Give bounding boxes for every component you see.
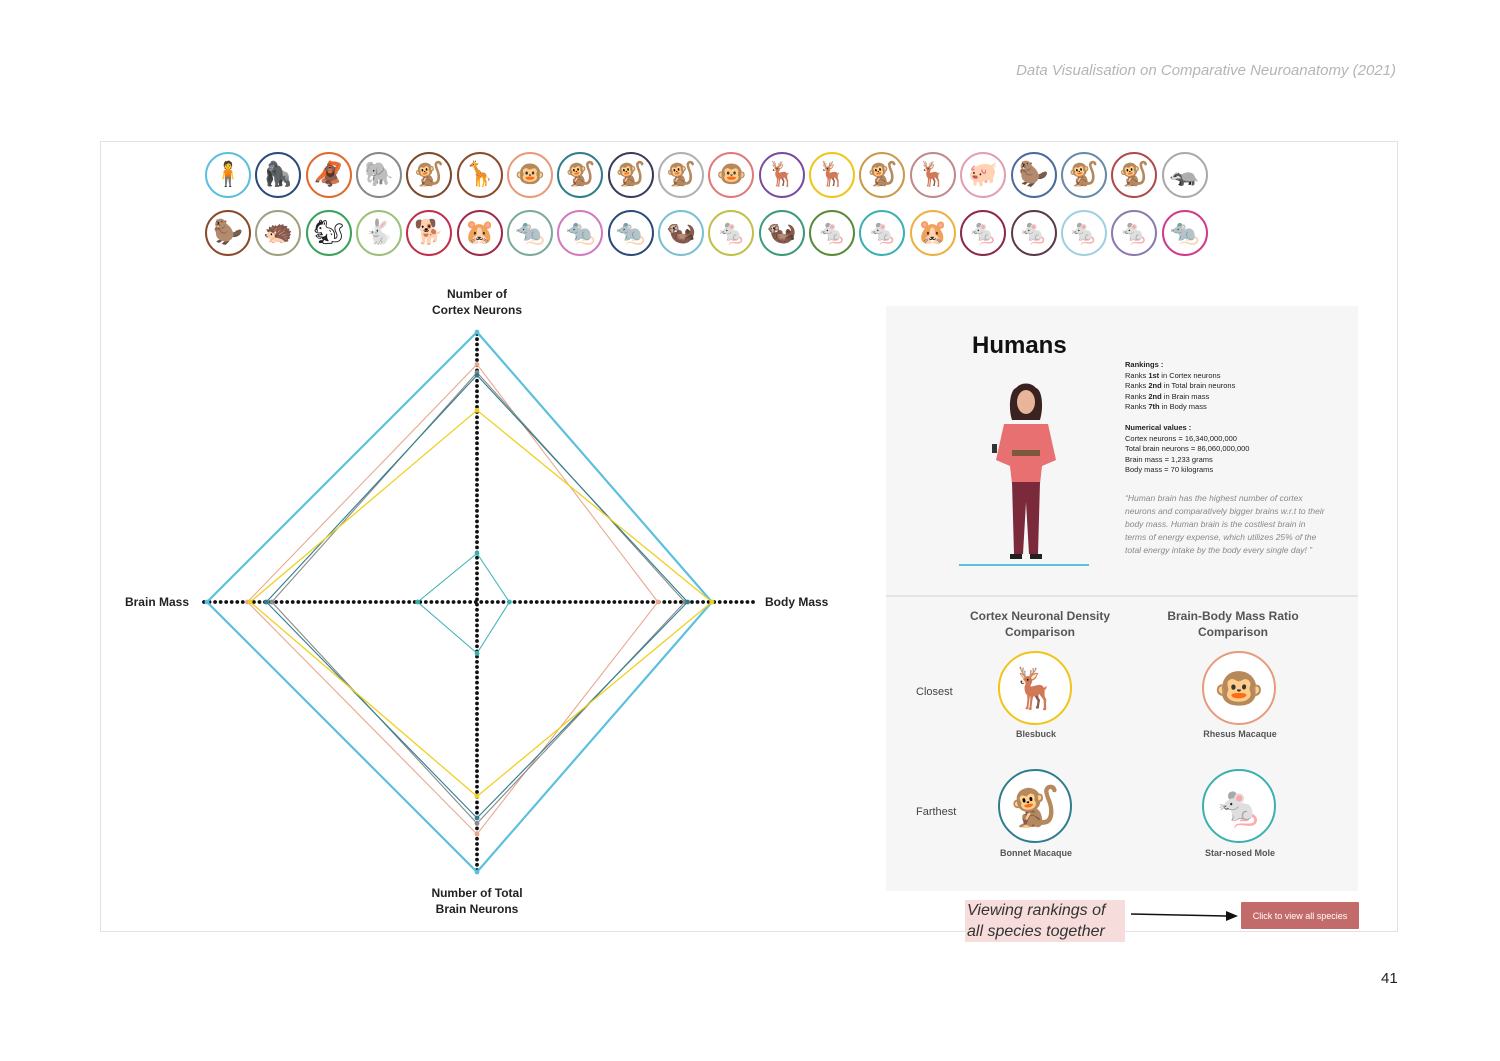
horizontal-axis-dot [219, 600, 223, 604]
horizontal-axis-dot [734, 600, 738, 604]
page-number: 41 [1381, 970, 1398, 987]
horizontal-axis-dot [563, 600, 567, 604]
vertical-axis-dot [475, 759, 479, 763]
hamster-icon[interactable]: 🐹 [910, 210, 956, 256]
horizontal-axis-dot [285, 600, 289, 604]
vertical-axis-dot [475, 629, 479, 633]
vertical-axis-dot [475, 613, 479, 617]
figure-baseline [959, 564, 1089, 566]
horizontal-axis-dot [574, 600, 578, 604]
horizontal-axis-dot [352, 600, 356, 604]
mass-ratio-comparison-title: Brain-Body Mass Ratio Comparison [1167, 609, 1299, 639]
horizontal-axis-dot [435, 600, 439, 604]
horizontal-axis-dot [723, 600, 727, 604]
vertical-axis-dot [475, 400, 479, 404]
vertical-axis-dot [475, 665, 479, 669]
horizontal-axis-dot [529, 600, 533, 604]
vertical-axis-dot [475, 478, 479, 482]
horizontal-axis-dot [646, 600, 650, 604]
vertical-axis-dot [475, 811, 479, 815]
capuchin-icon[interactable]: 🐒 [658, 152, 704, 198]
horizontal-axis-dot [635, 600, 639, 604]
vertical-axis-dot [475, 519, 479, 523]
horizontal-axis-dot [319, 600, 323, 604]
vertical-axis-dot [475, 483, 479, 487]
vertical-axis-dot [475, 733, 479, 737]
horizontal-axis-dot [618, 600, 622, 604]
horizontal-axis-dot [274, 600, 278, 604]
shrew-icon[interactable]: 🐁 [1061, 210, 1107, 256]
radar-point [507, 600, 512, 605]
axis-label-bottom-2: Brain Neurons [435, 902, 519, 916]
horizontal-axis-dot [751, 600, 755, 604]
horizontal-axis-dot [346, 600, 350, 604]
badger-icon[interactable]: 🦡 [1162, 152, 1208, 198]
horizontal-axis-dot [607, 600, 611, 604]
horizontal-axis-dot [490, 600, 494, 604]
horizontal-axis-dot [441, 600, 445, 604]
vertical-axis-dot [475, 358, 479, 362]
weasel-icon[interactable]: 🦦 [658, 210, 704, 256]
radar-point [475, 373, 480, 378]
vertical-axis-dot [475, 774, 479, 778]
vertical-axis-dot [475, 379, 479, 383]
rat-icon[interactable]: 🐀 [507, 210, 553, 256]
vertical-axis-dot [475, 389, 479, 393]
document-title: Data Visualisation on Comparative Neuroanatomy (2021) [1016, 62, 1396, 79]
vertical-axis-dot [475, 577, 479, 581]
star-nosed-mole-icon[interactable]: 🐁 [1202, 769, 1276, 843]
value-line: Brain mass = 1,233 grams [1125, 454, 1213, 464]
vertical-axis-dot [475, 473, 479, 477]
horizontal-axis-dot [535, 600, 539, 604]
vertical-axis-dot [475, 624, 479, 628]
squirrel-icon[interactable]: 🐿 [306, 210, 352, 256]
hedgehog-icon[interactable]: 🦔 [255, 210, 301, 256]
vertical-axis-dot [475, 426, 479, 430]
vertical-axis-dot [475, 790, 479, 794]
farthest-ratio-name: Star-nosed Mole [1204, 848, 1275, 858]
vertical-axis-dot [475, 842, 479, 846]
horizontal-axis-dot [446, 600, 450, 604]
horizontal-axis-dot [640, 600, 644, 604]
vertical-axis-dot [475, 556, 479, 560]
vertical-axis-dot [475, 509, 479, 513]
species-icon-row-1 [205, 152, 1208, 198]
horizontal-axis-dot [696, 600, 700, 604]
horizontal-axis-dot [546, 600, 550, 604]
closest-label: Closest [916, 686, 953, 698]
annotation-note: Viewing rankings of all species together [965, 900, 1125, 942]
monkey-icon[interactable]: 🐒 [557, 152, 603, 198]
vertical-axis-dot [475, 415, 479, 419]
horizontal-axis-dot [679, 600, 683, 604]
ranking-line: Ranks 7th in Body mass [1125, 402, 1207, 412]
farthest-label: Farthest [916, 806, 957, 818]
vertical-axis-dot [475, 676, 479, 680]
horizontal-axis-dot [385, 600, 389, 604]
vertical-axis-dot [475, 384, 479, 388]
marmoset-icon[interactable]: 🐒 [1061, 152, 1107, 198]
elephant-icon[interactable]: 🐘 [356, 152, 402, 198]
values-title: Numerical values : [1125, 422, 1192, 432]
vertical-axis-dot [475, 863, 479, 867]
vertical-axis-dot [475, 452, 479, 456]
horizontal-axis-dot [407, 600, 411, 604]
vertical-axis-dot [475, 728, 479, 732]
shrew-icon[interactable]: 🐁 [960, 210, 1006, 256]
vertical-axis-dot [475, 348, 479, 352]
vertical-axis-dot [475, 566, 479, 570]
horizontal-axis-dot [402, 600, 406, 604]
vertical-axis-dot [475, 780, 479, 784]
ranking-line: Ranks 2nd in Total brain neurons [1125, 381, 1236, 391]
horizontal-axis-dot [690, 600, 694, 604]
vertical-axis-dot [475, 571, 479, 575]
horizontal-axis-dot [457, 600, 461, 604]
rabbit-icon[interactable]: 🐇 [356, 210, 402, 256]
horizontal-axis-dot [291, 600, 295, 604]
horizontal-axis-dot [590, 600, 594, 604]
vertical-axis-dot [475, 634, 479, 638]
horizontal-axis-dot [335, 600, 339, 604]
horizontal-axis-dot [280, 600, 284, 604]
vertical-axis-dot [475, 712, 479, 716]
horizontal-axis-dot [701, 600, 705, 604]
vertical-axis-dot [475, 702, 479, 706]
springbok-icon[interactable]: 🦌 [910, 152, 956, 198]
horizontal-axis-dot [313, 600, 317, 604]
horizontal-axis-dot [235, 600, 239, 604]
vertical-axis-dot [475, 769, 479, 773]
radar-point [710, 600, 715, 605]
vertical-axis-dot [475, 353, 479, 357]
species-icon-row-2 [205, 210, 1208, 256]
macaque-icon[interactable]: 🐵 [507, 152, 553, 198]
vertical-axis-dot [475, 462, 479, 466]
vertical-axis-dot [475, 717, 479, 721]
vertical-axis-dot [475, 858, 479, 862]
lemur-icon[interactable]: 🐒 [859, 152, 905, 198]
horizontal-axis-dot [374, 600, 378, 604]
radar-point [475, 362, 480, 367]
horizontal-axis-dot [540, 600, 544, 604]
human-figure-icon [976, 376, 1076, 566]
horizontal-axis-dot [585, 600, 589, 604]
value-line: Body mass = 70 kilograms [1125, 465, 1214, 475]
horizontal-axis-dot [729, 600, 733, 604]
horizontal-axis-dot [307, 600, 311, 604]
vertical-axis-dot [475, 395, 479, 399]
galago-icon[interactable]: 🐒 [1111, 152, 1157, 198]
radar-point [685, 600, 690, 605]
capybara-icon[interactable]: 🦫 [1011, 152, 1057, 198]
horizontal-axis-dot [718, 600, 722, 604]
horizontal-axis-dot [596, 600, 600, 604]
radar-point [248, 600, 253, 605]
orangutan-icon[interactable]: 🦧 [306, 152, 352, 198]
radar-point [269, 600, 274, 605]
horizontal-axis-dot [296, 600, 300, 604]
arrow-icon [1130, 908, 1240, 922]
species-name: Humans [972, 332, 1067, 359]
agouti-icon[interactable]: 🦫 [205, 210, 251, 256]
horizontal-axis-dot [324, 600, 328, 604]
vertical-axis-dot [475, 618, 479, 622]
horizontal-axis-dot [513, 600, 517, 604]
horizontal-axis-dot [496, 600, 500, 604]
axis-label-bottom-1: Number of Total [431, 886, 523, 900]
mole-rat-icon[interactable]: 🐀 [608, 210, 654, 256]
vertical-axis-dot [475, 639, 479, 643]
horizontal-axis-dot [612, 600, 616, 604]
rhesus-macaque-icon[interactable]: 🐵 [1202, 651, 1276, 725]
vertical-axis-dot [475, 826, 479, 830]
view-all-species-button[interactable]: Click to view all species [1241, 902, 1359, 929]
vertical-axis-dot [475, 837, 479, 841]
radar-point [475, 651, 480, 656]
closest-ratio-name: Rhesus Macaque [1203, 729, 1277, 739]
horizontal-axis-dot [673, 600, 677, 604]
ranking-line: Ranks 1st in Cortex neurons [1125, 370, 1221, 380]
vertical-axis-dot [475, 847, 479, 851]
horizontal-axis-dot [463, 600, 467, 604]
species-quote: “Human brain has the highest number of cortex neurons and comparatively bigger brains w.r.t to their body mass. Human brain is the costliest brain in terms of energy expense, which utilizes 25% of the total energy intake by the body every single day! ” [1125, 493, 1325, 555]
radar-point [656, 600, 661, 605]
horizontal-axis-dot [662, 600, 666, 604]
vertical-axis-dot [475, 447, 479, 451]
horizontal-axis-dot [452, 600, 456, 604]
radar-point [205, 600, 210, 605]
shrew-icon[interactable]: 🐁 [1111, 210, 1157, 256]
horizontal-axis-dot [429, 600, 433, 604]
guinea-pig-icon[interactable]: 🐹 [457, 210, 503, 256]
mouse-icon[interactable]: 🐁 [1011, 210, 1057, 256]
horizontal-axis-dot [380, 600, 384, 604]
horizontal-axis-dot [624, 600, 628, 604]
mole-icon[interactable]: 🐁 [809, 210, 855, 256]
vertical-axis-dot [475, 691, 479, 695]
naked-mole-rat-icon[interactable]: 🐀 [1162, 210, 1208, 256]
vertical-axis-dot [475, 587, 479, 591]
radar-point [475, 870, 480, 875]
gerbil-icon[interactable]: 🐁 [708, 210, 754, 256]
species-detail-panel [886, 306, 1358, 891]
horizontal-axis-dot [568, 600, 572, 604]
horizontal-axis-dot [241, 600, 245, 604]
radar-series-1[interactable] [248, 364, 658, 834]
radar-point [475, 794, 480, 799]
horizontal-axis-dot [557, 600, 561, 604]
vertical-axis-dot [475, 670, 479, 674]
axis-label-top-2: Cortex Neurons [431, 303, 523, 317]
radar-point [475, 832, 480, 837]
horizontal-axis-dot [518, 600, 522, 604]
horizontal-axis-dot [213, 600, 217, 604]
horizontal-axis-dot [668, 600, 672, 604]
panel-divider [886, 595, 1358, 597]
vertical-axis-dot [475, 540, 479, 544]
rat-icon[interactable]: 🐀 [557, 210, 603, 256]
vertical-axis-dot [475, 681, 479, 685]
horizontal-axis-dot [302, 600, 306, 604]
farthest-density-name: Bonnet Macaque [999, 848, 1072, 858]
human-icon[interactable]: 🧍 [205, 152, 251, 198]
axis-label-right: Body Mass [765, 595, 829, 609]
horizontal-axis-dot [396, 600, 400, 604]
horizontal-axis-dot [629, 600, 633, 604]
vertical-axis-dot [475, 431, 479, 435]
vertical-axis-dot [475, 722, 479, 726]
vertical-axis-dot [475, 561, 479, 565]
monkey-icon[interactable]: 🐵 [708, 152, 754, 198]
pig-icon[interactable]: 🐖 [960, 152, 1006, 198]
star-nosed-mole-icon[interactable]: 🐁 [859, 210, 905, 256]
rankings-title: Rankings : [1125, 360, 1164, 369]
horizontal-axis-dot [330, 600, 334, 604]
vertical-axis-dot [475, 592, 479, 596]
horizontal-axis-dot [746, 600, 750, 604]
blesbuck-icon[interactable]: 🦌 [998, 651, 1072, 725]
vertical-axis-dot [475, 582, 479, 586]
vertical-axis-dot [475, 806, 479, 810]
vertical-axis-dot [475, 754, 479, 758]
vertical-axis-dot [475, 800, 479, 804]
closest-density-name: Blesbuck [1015, 729, 1057, 739]
horizontal-axis-dot [368, 600, 372, 604]
vertical-axis-dot [475, 467, 479, 471]
vertical-axis-dot [475, 535, 479, 539]
dog-icon[interactable]: 🐕 [406, 210, 452, 256]
radar-point [475, 330, 480, 335]
vertical-axis-dot [475, 525, 479, 529]
ferret-icon[interactable]: 🦦 [759, 210, 805, 256]
vertical-axis-dot [475, 686, 479, 690]
horizontal-axis-dot [551, 600, 555, 604]
horizontal-axis-dot [224, 600, 228, 604]
vertical-axis-dot [475, 457, 479, 461]
bonnet-macaque-icon[interactable]: 🐒 [998, 769, 1072, 843]
value-line: Total brain neurons = 86,060,000,000 [1125, 444, 1250, 454]
vertical-axis-dot [475, 436, 479, 440]
radar-point [264, 600, 269, 605]
vertical-axis-dot [475, 504, 479, 508]
vertical-axis-dot [475, 696, 479, 700]
vertical-axis-dot [475, 660, 479, 664]
horizontal-axis-dot [258, 600, 262, 604]
monkey-icon[interactable]: 🐒 [406, 152, 452, 198]
horizontal-axis-dot [579, 600, 583, 604]
radar-point [475, 816, 480, 821]
vertical-axis-dot [475, 545, 479, 549]
monkey-icon[interactable]: 🐒 [608, 152, 654, 198]
horizontal-axis-dot [479, 600, 483, 604]
horizontal-axis-dot [601, 600, 605, 604]
blesbuck-icon[interactable]: 🦌 [809, 152, 855, 198]
horizontal-axis-dot [424, 600, 428, 604]
vertical-axis-dot [475, 514, 479, 518]
horizontal-axis-dot [468, 600, 472, 604]
giraffe-icon[interactable]: 🦒 [457, 152, 503, 198]
axis-label-left: Brain Mass [124, 595, 189, 609]
axis-label-top-1: Number of [447, 287, 507, 301]
density-comparison-title: Cortex Neuronal Density Comparison [969, 609, 1111, 639]
radar-point [475, 551, 480, 556]
vertical-axis-dot [475, 785, 479, 789]
vertical-axis-dot [475, 488, 479, 492]
vertical-axis-dot [475, 421, 479, 425]
radar-point [475, 821, 480, 826]
radar-chart [100, 280, 860, 930]
vertical-axis-dot [475, 738, 479, 742]
vertical-axis-dot [475, 608, 479, 612]
vertical-axis-dot [475, 644, 479, 648]
vertical-axis-dot [475, 337, 479, 341]
vertical-axis-dot [475, 852, 479, 856]
vertical-axis-dot [475, 441, 479, 445]
horizontal-axis-dot [474, 600, 478, 604]
vertical-axis-dot [475, 748, 479, 752]
radar-point [475, 408, 480, 413]
antelope-icon[interactable]: 🦌 [759, 152, 805, 198]
vertical-axis-dot [475, 707, 479, 711]
vertical-axis-dot [475, 499, 479, 503]
radar-point [415, 600, 420, 605]
horizontal-axis-dot [341, 600, 345, 604]
ranking-line: Ranks 2nd in Brain mass [1125, 391, 1210, 401]
vertical-axis-dot [475, 493, 479, 497]
horizontal-axis-dot [524, 600, 528, 604]
horizontal-axis-dot [485, 600, 489, 604]
vertical-axis-dot [475, 530, 479, 534]
horizontal-axis-dot [740, 600, 744, 604]
vertical-axis-dot [475, 343, 479, 347]
vertical-axis-dot [475, 743, 479, 747]
horizontal-axis-dot [391, 600, 395, 604]
horizontal-axis-dot [651, 600, 655, 604]
horizontal-axis-dot [502, 600, 506, 604]
value-line: Cortex neurons = 16,340,000,000 [1125, 433, 1237, 443]
vertical-axis-dot [475, 764, 479, 768]
horizontal-axis-dot [363, 600, 367, 604]
horizontal-axis-dot [230, 600, 234, 604]
gorilla-icon[interactable]: 🦍 [255, 152, 301, 198]
horizontal-axis-dot [357, 600, 361, 604]
rankings-block [1125, 360, 1325, 476]
